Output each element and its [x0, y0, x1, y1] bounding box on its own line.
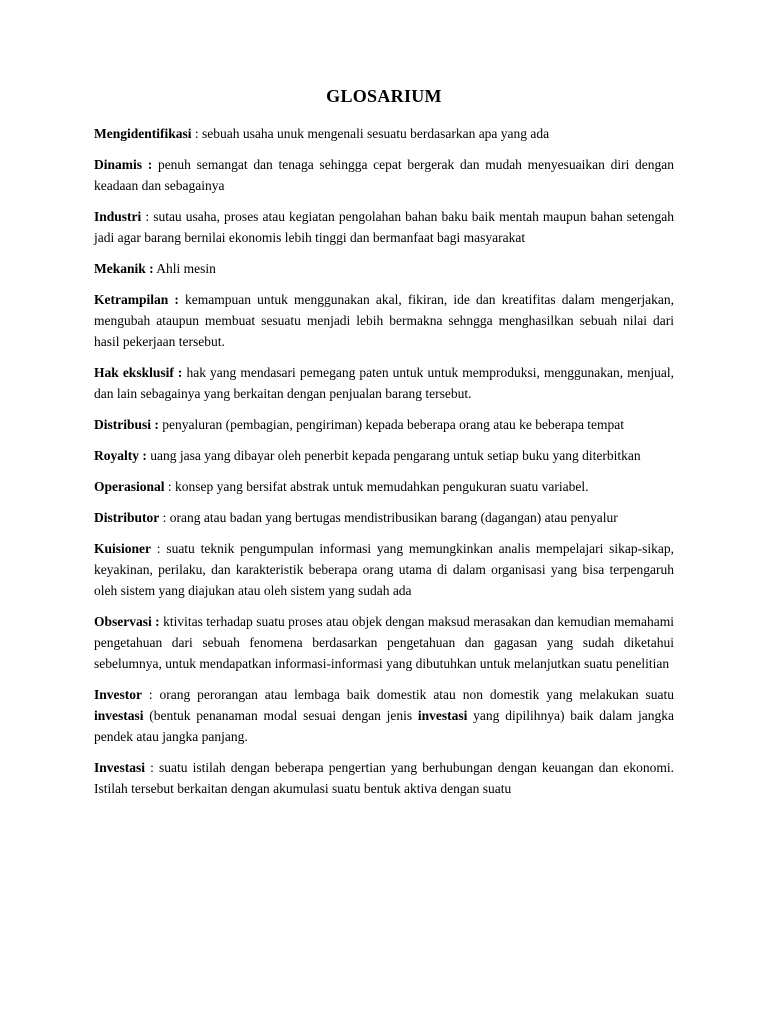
separator: :	[142, 687, 160, 702]
glossary-definition: penuh semangat dan tenaga sehingga cepat bergerak dan mudah menyesuaikan diri dengan keadaan dan sebagainya	[94, 157, 675, 193]
glossary-entry-mekanik	[94, 258, 674, 279]
glossary-entry-dinamis	[94, 154, 674, 196]
page-title: GLOSARIUM	[326, 86, 442, 106]
glossary-entry-royalty	[94, 445, 674, 466]
glossary-entry-ketrampilan	[94, 289, 674, 352]
glossary-term: Royalty :	[94, 448, 147, 463]
separator: :	[145, 760, 160, 775]
glossary-term: Investasi	[94, 760, 146, 775]
glossary-term: Observasi :	[94, 614, 160, 629]
glossary-definition: suatu istilah dengan beberapa pengertian yang berhubungan dengan keuangan dan ekonomi. Istilah tersebut berkaitan dengan akumulasi suatu bentuk aktiva dengan suatu	[94, 760, 674, 796]
glossary-term: Operasional	[94, 479, 165, 494]
glossary-definition: uang jasa yang dibayar oleh penerbit kepada pengarang untuk setiap buku yang diterbitkan	[150, 448, 641, 463]
glossary-term: Ketrampilan :	[94, 292, 179, 307]
glossary-term: Hak eksklusif :	[94, 365, 183, 380]
glossary-entry-investasi	[94, 757, 674, 799]
glossary-definition: orang atau badan yang bertugas mendistribusikan barang (dagangan) atau penyalur	[169, 510, 618, 525]
glossary-definition-emphasis: investasi	[94, 708, 144, 723]
separator: :	[159, 510, 170, 525]
glossary-definition-emphasis: investasi	[417, 708, 468, 723]
glossary-entry-hak-eksklusif	[94, 362, 674, 404]
glossary-term: Distribusi :	[94, 417, 159, 432]
glossary-definition: konsep yang bersifat abstrak untuk memudahkan pengukuran suatu variabel.	[175, 479, 589, 494]
glossary-definition: ktivitas terhadap suatu proses atau objek dengan maksud merasakan dan kemudian memahami pengetahuan dari sebuah fenomena berdasarkan pengetahuan dan gagasan yang sudah diketahui sebelumnya, untuk mendapatkan informasi-informasi yang dibutuhkan untuk melanjutkan suatu penelitian	[94, 614, 675, 671]
glossary-term: Distributor	[94, 510, 160, 525]
glossary-entry-operasional	[94, 476, 674, 497]
glossary-list	[94, 123, 674, 799]
glossary-definition: sebuah usaha unuk mengenali sesuatu berdasarkan apa yang ada	[202, 126, 550, 141]
glossary-term: Mekanik :	[94, 261, 154, 276]
glossary-definition-part: yang dipilihnya) baik dalam jangka pendek atau jangka panjang.	[94, 708, 674, 744]
glossary-definition-part: (bentuk penanaman modal sesuai dengan jenis	[143, 708, 418, 723]
glossary-entry-distribusi	[94, 414, 674, 435]
glossary-entry-kuisioner	[94, 538, 674, 601]
glossary-definition: hak yang mendasari pemegang paten untuk untuk memproduksi, menggunakan, menjual, dan lain sebagainya yang berkaitan dengan penjualan barang tersebut.	[94, 365, 675, 401]
glossary-definition-part: orang perorangan atau lembaga baik domestik atau non domestik yang melakukan suatu	[159, 687, 674, 702]
glossary-entry-industri	[94, 206, 674, 248]
separator: :	[191, 126, 203, 141]
separator: :	[151, 541, 167, 556]
glossary-term: Industri	[94, 209, 142, 224]
glossary-entry-investor	[94, 684, 674, 747]
separator: :	[164, 479, 176, 494]
glossary-definition: kemampuan untuk menggunakan akal, fikiran, ide dan kreatifitas dalam mengerjakan, mengubah ataupun membuat sesuatu menjadi lebih bermakna sehngga menghasilkan sebuah nilai dari hasil pekerjaan tersebut.	[94, 292, 674, 349]
glossary-entry-distributor	[94, 507, 674, 528]
glossary-definition: sutau usaha, proses atau kegiatan pengolahan bahan baku baik mentah maupun bahan setengah jadi agar barang bernilai ekonomis lebih tinggi dan bermanfaat bagi masyarakat	[94, 209, 674, 245]
glossary-term: Kuisioner	[94, 541, 152, 556]
glossary-term: Dinamis :	[94, 157, 153, 172]
glossary-entry-mengidentifikasi	[94, 123, 674, 144]
glossary-term: Investor	[94, 687, 142, 702]
glossary-entry-observasi	[94, 611, 674, 674]
glossary-term: Mengidentifikasi	[94, 126, 192, 141]
glossary-definition: penyaluran (pembagian, pengiriman) kepada beberapa orang atau ke beberapa tempat	[162, 417, 625, 432]
separator: :	[141, 209, 154, 224]
glossary-definition: suatu teknik pengumpulan informasi yang memungkinkan analis mempelajari sikap-sikap, keyakinan, perilaku, dan karakteristik beberapa orang utama di dalam organisasi yang bisa terpengaruh oleh sistem yang diajukan atau oleh sistem yang sudah ada	[94, 541, 674, 598]
glossary-definition: Ahli mesin	[156, 261, 216, 276]
